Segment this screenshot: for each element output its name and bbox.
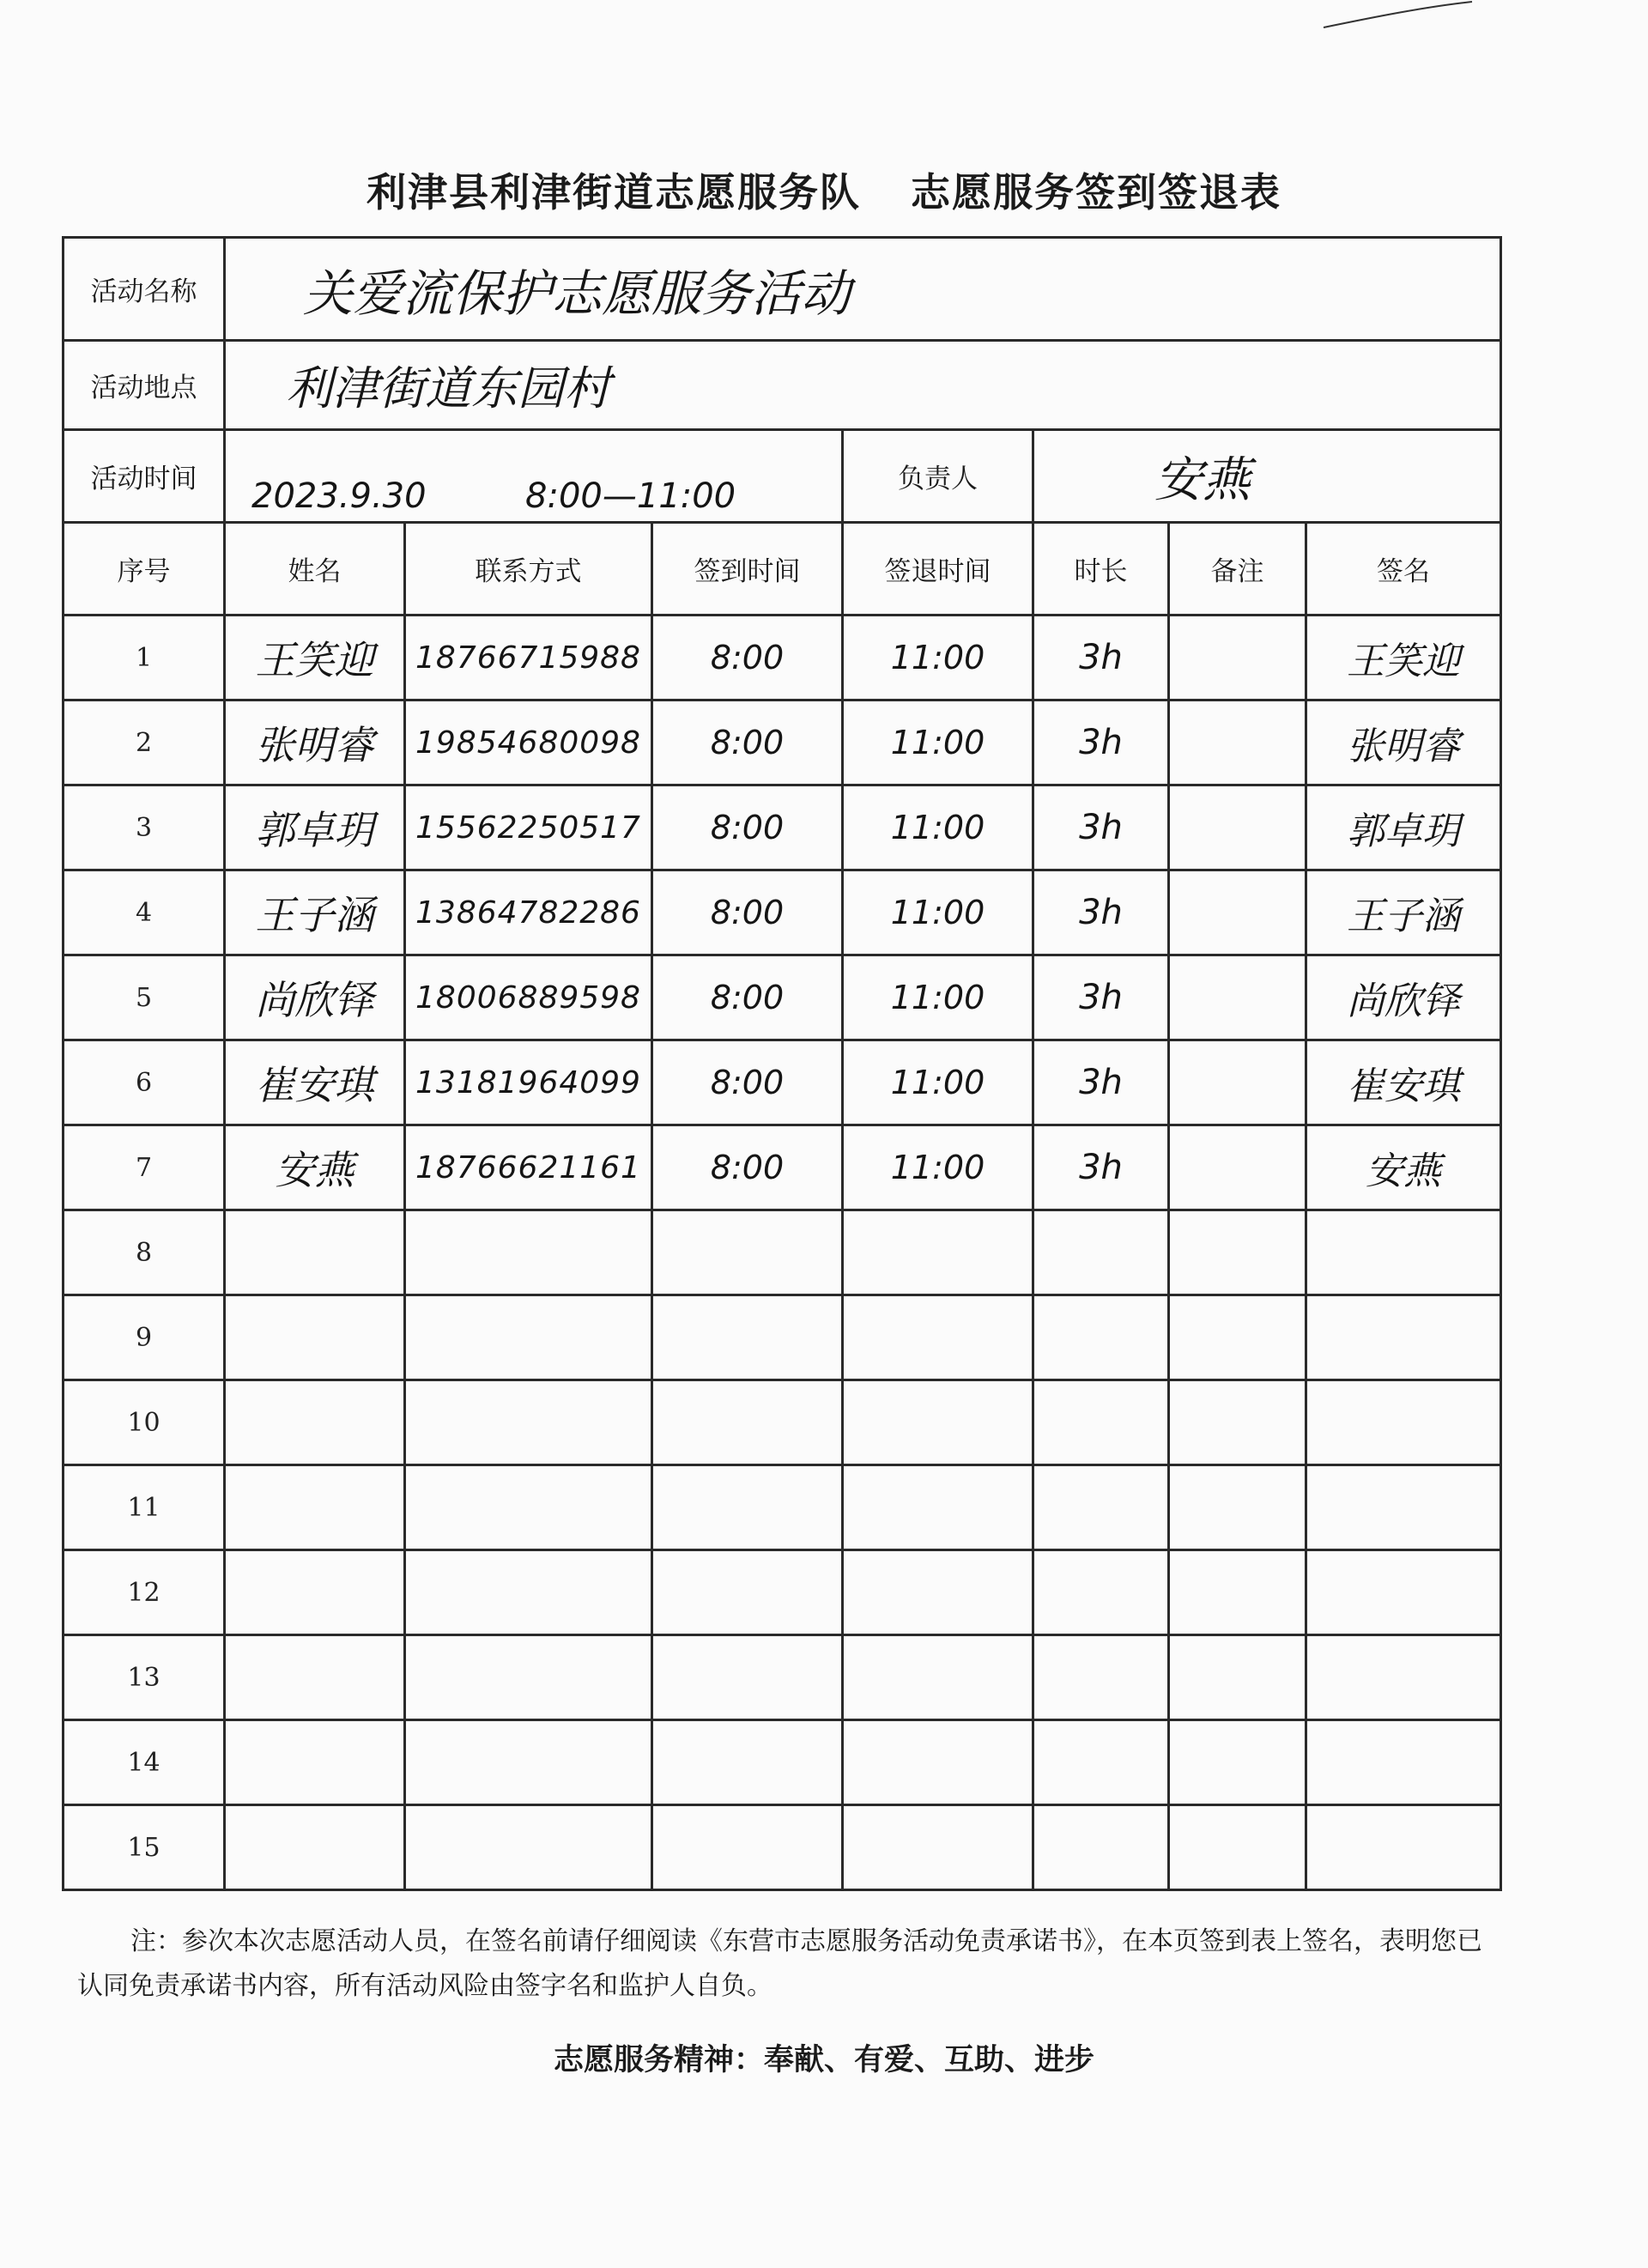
- table-row: [64, 870, 1501, 955]
- phone-number: [405, 1720, 652, 1805]
- phone-number: [405, 1550, 652, 1635]
- activity-time-row: [64, 430, 1501, 523]
- volunteer-name: [225, 1295, 405, 1380]
- table-row: [64, 616, 1501, 700]
- activity-name-value: 关爱流保护志愿服务活动: [225, 238, 1501, 341]
- remark: [1169, 870, 1306, 955]
- checkin-time: [652, 1380, 843, 1465]
- phone-number: [405, 1380, 652, 1465]
- volunteer-name: 尚欣铎: [225, 955, 405, 1040]
- leader-signature: 安燕: [1033, 430, 1501, 523]
- phone-number: [405, 1635, 652, 1720]
- duration: [1033, 1805, 1169, 1890]
- volunteer-name: 安燕: [225, 1125, 405, 1210]
- title-org: 利津县利津街道志愿服务队: [367, 169, 861, 215]
- duration: 3h: [1033, 955, 1169, 1040]
- phone-number: [405, 1805, 652, 1890]
- phone-number: [405, 1465, 652, 1550]
- row-number: 1: [64, 616, 225, 700]
- row-number: 15: [64, 1805, 225, 1890]
- checkin-time: [652, 1210, 843, 1295]
- phone-number: [405, 1210, 652, 1295]
- volunteer-name: [225, 1210, 405, 1295]
- volunteer-name: [225, 1805, 405, 1890]
- activity-hours-value: 8:00—11:00: [525, 476, 736, 516]
- remark: [1169, 1125, 1306, 1210]
- signature: 郭卓玥: [1306, 785, 1501, 870]
- checkin-time: 8:00: [652, 785, 843, 870]
- remark: [1169, 1550, 1306, 1635]
- phone-number: 18766715988: [405, 616, 652, 700]
- duration: [1033, 1295, 1169, 1380]
- signature: 崔安琪: [1306, 1040, 1501, 1125]
- leader-label: 负责人: [843, 430, 1033, 523]
- signature: [1306, 1550, 1501, 1635]
- remark: [1169, 1295, 1306, 1380]
- row-number: 7: [64, 1125, 225, 1210]
- signature: [1306, 1210, 1501, 1295]
- table-row: [64, 1210, 1501, 1295]
- col-header-no: 序号: [64, 523, 225, 616]
- duration: 3h: [1033, 1040, 1169, 1125]
- activity-date-value: 2023.9.30: [251, 476, 427, 516]
- activity-time-label: 活动时间: [64, 430, 225, 523]
- volunteer-name: 张明睿: [225, 700, 405, 785]
- signature: 安燕: [1306, 1125, 1501, 1210]
- checkin-time: 8:00: [652, 700, 843, 785]
- activity-place-row: [64, 341, 1501, 430]
- remark: [1169, 1635, 1306, 1720]
- table-row: [64, 1635, 1501, 1720]
- remark: [1169, 1720, 1306, 1805]
- checkin-time: 8:00: [652, 1040, 843, 1125]
- volunteer-name: [225, 1635, 405, 1720]
- table-row: [64, 955, 1501, 1040]
- duration: 3h: [1033, 785, 1169, 870]
- duration: 3h: [1033, 1125, 1169, 1210]
- column-header-row: [64, 523, 1501, 616]
- duration: 3h: [1033, 700, 1169, 785]
- row-number: 2: [64, 700, 225, 785]
- col-header-phone: 联系方式: [405, 523, 652, 616]
- signature: [1306, 1465, 1501, 1550]
- row-number: 11: [64, 1465, 225, 1550]
- signature: [1306, 1380, 1501, 1465]
- row-number: 8: [64, 1210, 225, 1295]
- checkout-time: 11:00: [843, 616, 1033, 700]
- checkout-time: 11:00: [843, 955, 1033, 1040]
- signature: [1306, 1635, 1501, 1720]
- table-row: [64, 1295, 1501, 1380]
- pen-stroke-mark: [1322, 0, 1476, 34]
- table-row: [64, 1040, 1501, 1125]
- remark: [1169, 1040, 1306, 1125]
- checkout-time: 11:00: [843, 700, 1033, 785]
- disclaimer-note: 注：参次本次志愿活动人员，在签名前请仔细阅读《东营市志愿服务活动免责承诺书》，在本页签到表上签名，表明您已认同免责承诺书内容，所有活动风险由签字名和监护人自负。: [77, 1926, 1482, 2001]
- row-number: 9: [64, 1295, 225, 1380]
- activity-place-label: 活动地点: [64, 341, 225, 430]
- remark: [1169, 700, 1306, 785]
- signature: [1306, 1295, 1501, 1380]
- table-row: [64, 1550, 1501, 1635]
- row-number: 4: [64, 870, 225, 955]
- table-row: [64, 785, 1501, 870]
- checkin-time: 8:00: [652, 1125, 843, 1210]
- row-number: 3: [64, 785, 225, 870]
- phone-number: 15562250517: [405, 785, 652, 870]
- checkout-time: 11:00: [843, 785, 1033, 870]
- checkout-time: 11:00: [843, 870, 1033, 955]
- checkout-time: [843, 1295, 1033, 1380]
- table-row: [64, 700, 1501, 785]
- checkout-time: [843, 1380, 1033, 1465]
- duration: [1033, 1465, 1169, 1550]
- remark: [1169, 1465, 1306, 1550]
- signature: 尚欣铎: [1306, 955, 1501, 1040]
- checkout-time: [843, 1210, 1033, 1295]
- col-header-duration: 时长: [1033, 523, 1169, 616]
- row-number: 6: [64, 1040, 225, 1125]
- checkout-time: [843, 1720, 1033, 1805]
- checkout-time: 11:00: [843, 1040, 1033, 1125]
- activity-name-row: [64, 238, 1501, 341]
- row-number: 13: [64, 1635, 225, 1720]
- volunteer-name: 王子涵: [225, 870, 405, 955]
- phone-number: 13864782286: [405, 870, 652, 955]
- signature: [1306, 1805, 1501, 1890]
- checkin-time: 8:00: [652, 616, 843, 700]
- signature: [1306, 1720, 1501, 1805]
- volunteer-name: 郭卓玥: [225, 785, 405, 870]
- checkin-time: [652, 1550, 843, 1635]
- activity-place-value: 利津街道东园村: [225, 341, 1501, 430]
- checkout-time: [843, 1465, 1033, 1550]
- phone-number: 13181964099: [405, 1040, 652, 1125]
- signature: 张明睿: [1306, 700, 1501, 785]
- duration: [1033, 1210, 1169, 1295]
- phone-number: [405, 1295, 652, 1380]
- col-header-name: 姓名: [225, 523, 405, 616]
- table-row: [64, 1380, 1501, 1465]
- checkin-time: 8:00: [652, 870, 843, 955]
- remark: [1169, 1805, 1306, 1890]
- table-row: [64, 1720, 1501, 1805]
- row-number: 10: [64, 1380, 225, 1465]
- duration: [1033, 1550, 1169, 1635]
- phone-number: 19854680098: [405, 700, 652, 785]
- volunteer-name: [225, 1550, 405, 1635]
- volunteer-name: 崔安琪: [225, 1040, 405, 1125]
- duration: 3h: [1033, 870, 1169, 955]
- row-number: 14: [64, 1720, 225, 1805]
- checkout-time: [843, 1550, 1033, 1635]
- volunteer-name: [225, 1720, 405, 1805]
- col-header-checkin: 签到时间: [652, 523, 843, 616]
- remark: [1169, 1210, 1306, 1295]
- volunteer-name: [225, 1380, 405, 1465]
- checkin-time: 8:00: [652, 955, 843, 1040]
- page-title: [0, 161, 1648, 218]
- checkin-time: [652, 1805, 843, 1890]
- remark: [1169, 785, 1306, 870]
- remark: [1169, 1380, 1306, 1465]
- activity-name-label: 活动名称: [64, 238, 225, 341]
- col-header-checkout: 签退时间: [843, 523, 1033, 616]
- col-header-remark: 备注: [1169, 523, 1306, 616]
- col-header-signature: 签名: [1306, 523, 1501, 616]
- duration: 3h: [1033, 616, 1169, 700]
- checkout-time: [843, 1805, 1033, 1890]
- signature: 王笑迎: [1306, 616, 1501, 700]
- table-row: [64, 1805, 1501, 1890]
- phone-number: 18766621161: [405, 1125, 652, 1210]
- checkin-time: [652, 1720, 843, 1805]
- sign-in-table: [62, 236, 1502, 1891]
- signature: 王子涵: [1306, 870, 1501, 955]
- checkout-time: 11:00: [843, 1125, 1033, 1210]
- volunteer-spirit: 志愿服务精神：奉献、有爱、互助、进步: [553, 2043, 1094, 2077]
- table-row: [64, 1465, 1501, 1550]
- row-number: 12: [64, 1550, 225, 1635]
- volunteer-name: [225, 1465, 405, 1550]
- checkout-time: [843, 1635, 1033, 1720]
- duration: [1033, 1635, 1169, 1720]
- row-number: 5: [64, 955, 225, 1040]
- phone-number: 18006889598: [405, 955, 652, 1040]
- remark: [1169, 955, 1306, 1040]
- remark: [1169, 616, 1306, 700]
- duration: [1033, 1720, 1169, 1805]
- checkin-time: [652, 1635, 843, 1720]
- table-row: [64, 1125, 1501, 1210]
- checkin-time: [652, 1465, 843, 1550]
- volunteer-name: 王笑迎: [225, 616, 405, 700]
- title-form-name: 志愿服务签到签退表: [911, 169, 1281, 215]
- checkin-time: [652, 1295, 843, 1380]
- duration: [1033, 1380, 1169, 1465]
